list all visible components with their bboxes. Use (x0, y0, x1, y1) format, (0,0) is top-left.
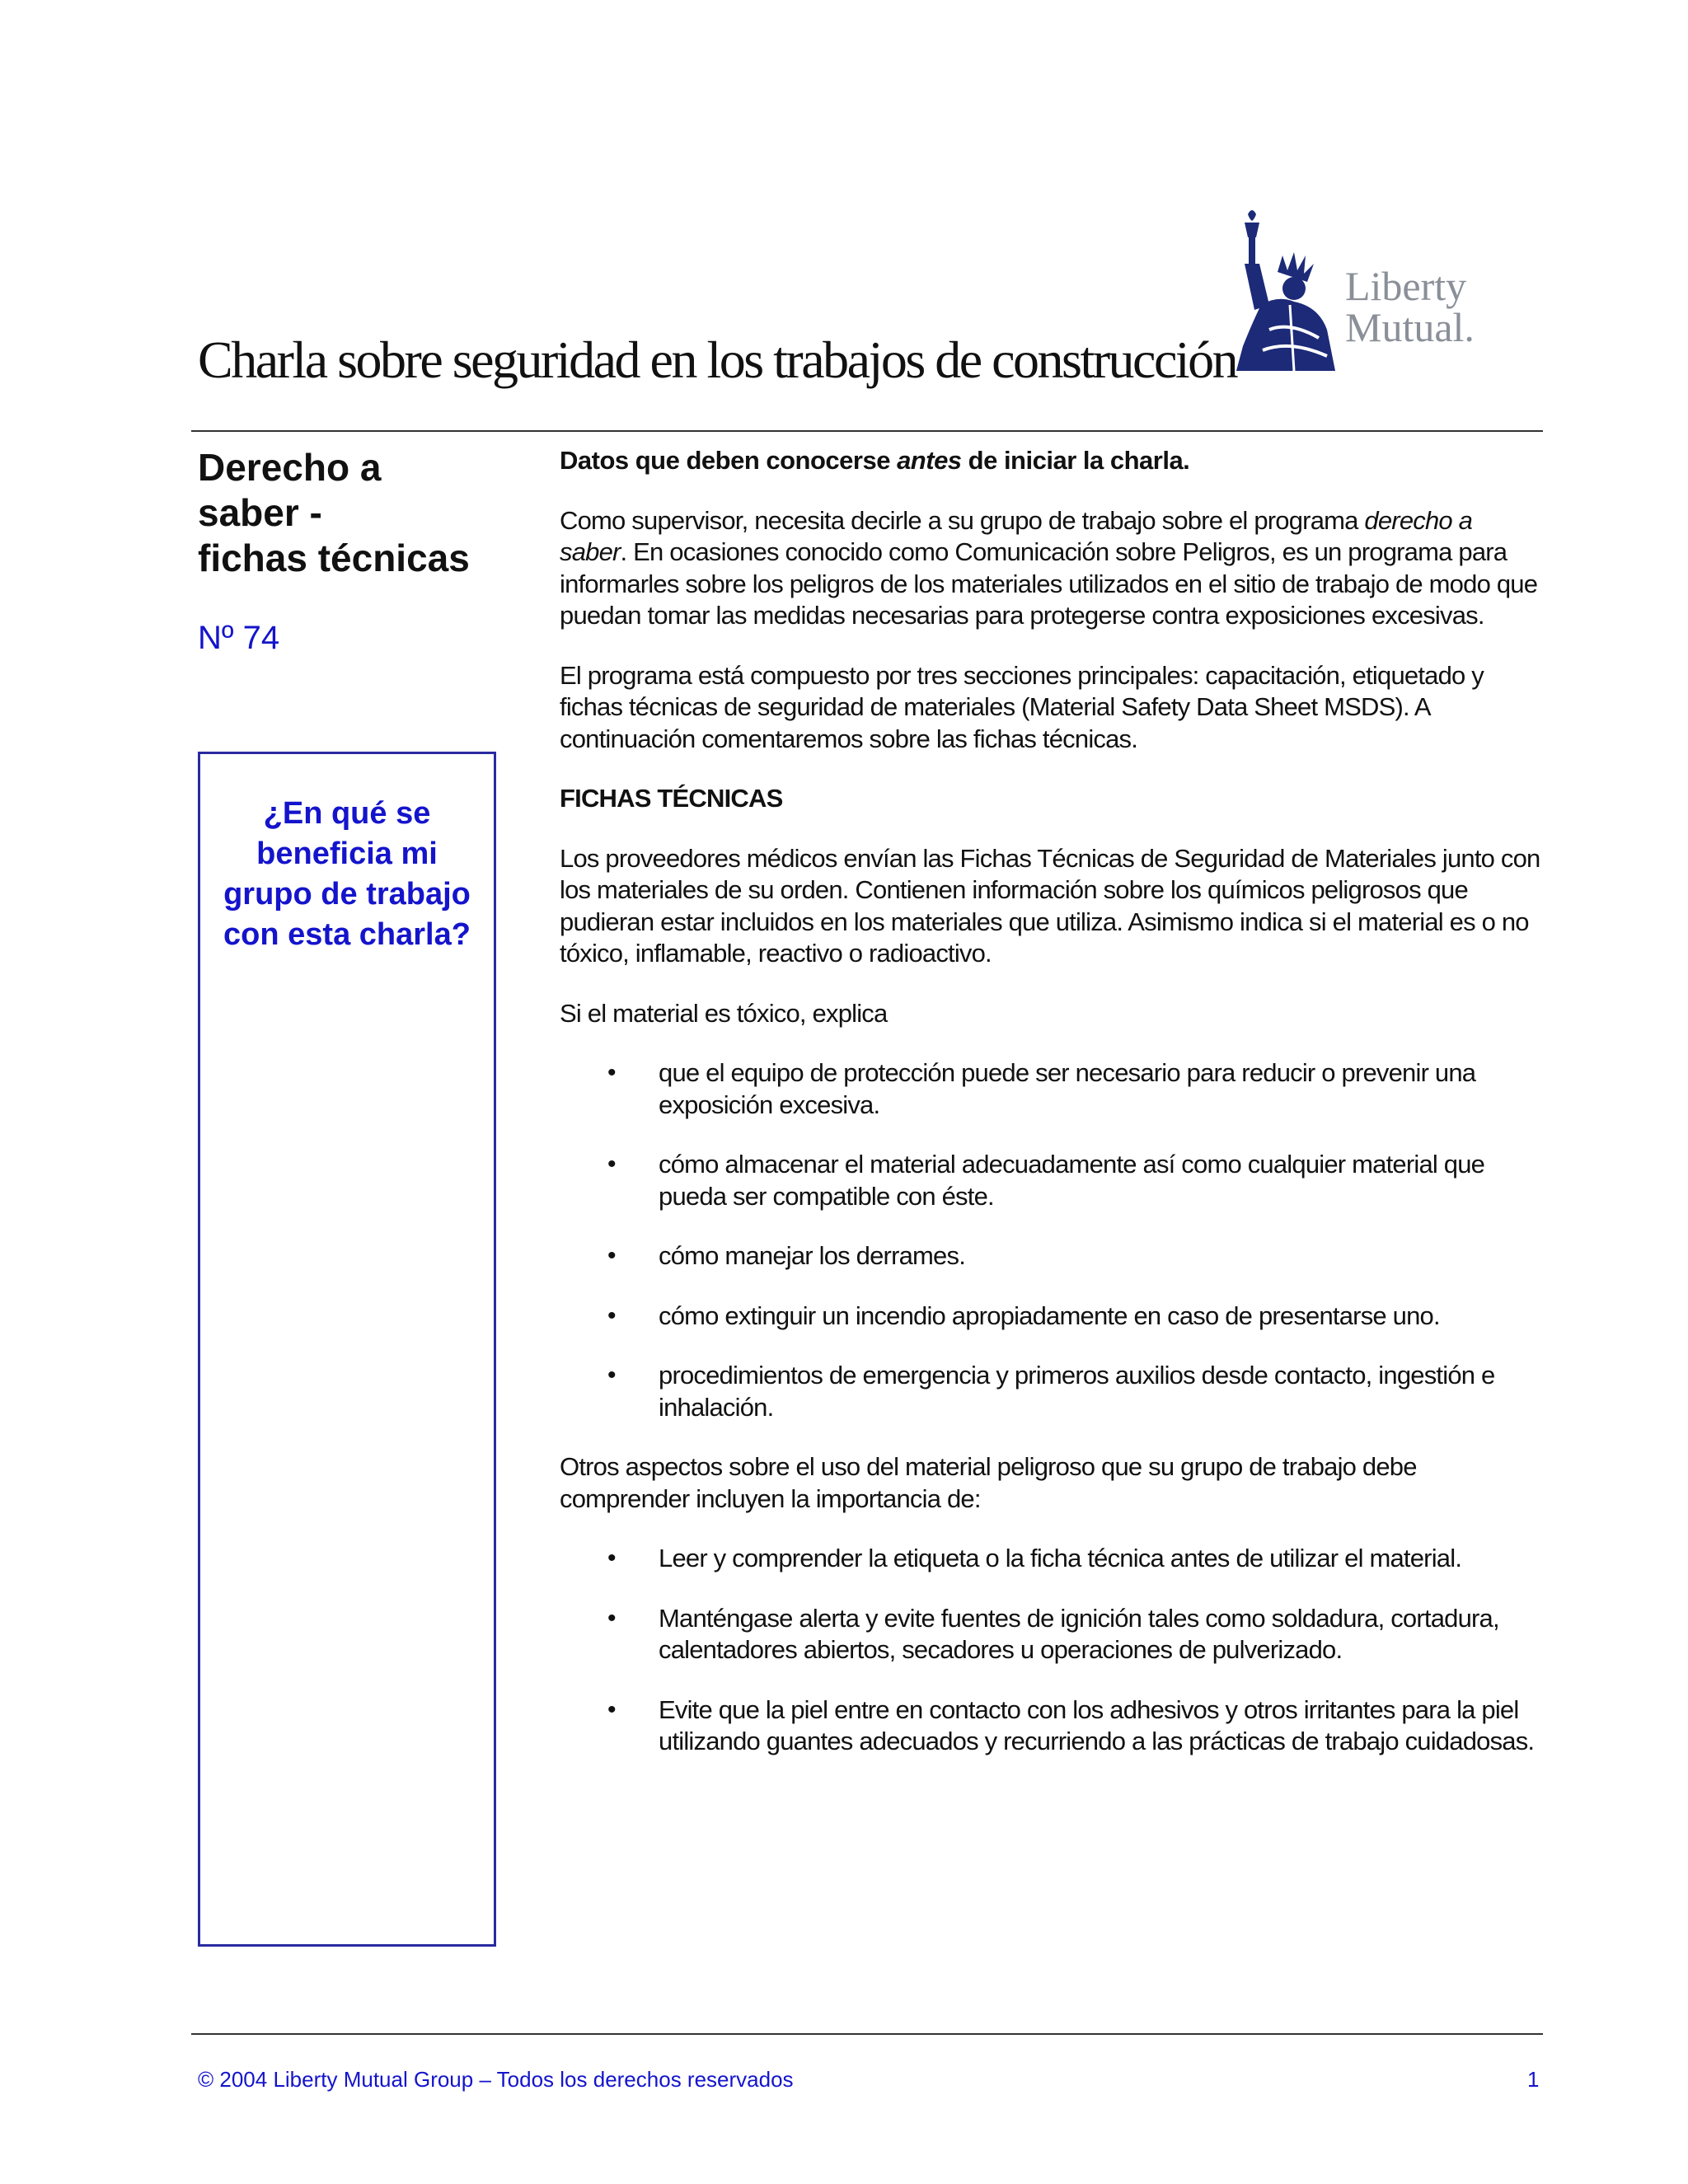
toxic-intro-paragraph: Si el material es tóxico, explica (560, 998, 888, 1028)
talk-title-line: Derecho a (198, 446, 382, 489)
footer-divider (191, 2033, 1543, 2035)
bullet-item (560, 1360, 1540, 1423)
program-paragraph: El programa está compuesto por tres secciones principales: capacitación, etiquetado y fichas técnicas de seguridad de materiales (Material Safety Data Sheet MSDS). A continuación comentaremos sobre las fichas técnicas. (560, 660, 1484, 753)
lead-text: Datos que deben conocerse (560, 446, 898, 475)
bullet-text: cómo manejar los derrames. (659, 1241, 966, 1270)
intro-emphasis: derecho a saber (560, 505, 1473, 566)
talk-content (560, 445, 1540, 1786)
benefit-question-line: beneficia mi (256, 837, 438, 871)
bullet-item (560, 1694, 1540, 1758)
bullet-icon: • (607, 1301, 616, 1329)
copyright: © 2004 Liberty Mutual Group – Todos los derechos reservados (198, 2067, 794, 2092)
bullet-text: Leer y comprender la etiqueta o la ficha técnica antes de utilizar el material. (659, 1544, 1462, 1572)
benefit-question (209, 794, 485, 955)
other-aspects-paragraph: Otros aspectos sobre el uso del material peligroso que su grupo de trabajo debe comprender incluyen la importancia de: (560, 1452, 1417, 1513)
lead-text-end: de iniciar la charla. (961, 446, 1190, 475)
talk-title (198, 445, 503, 581)
bullet-text: cómo extinguir un incendio apropiadamente en caso de presentarse uno. (659, 1301, 1440, 1330)
benefit-question-line: ¿En qué se (263, 796, 431, 831)
section-heading: FICHAS TÉCNICAS (560, 784, 783, 813)
bullet-icon: • (607, 1361, 616, 1389)
bullet-text: Manténgase alerta y evite fuentes de ignición tales como soldadura, cortadura, calentadores abiertos, secadores u operaciones de pulverizado. (659, 1603, 1499, 1664)
logo-text-mutual: Mutual. (1345, 304, 1475, 350)
bullet-item (560, 1149, 1540, 1212)
bullet-text: cómo almacenar el material adecuadamente así como cualquier material que pueda ser compatible con éste. (659, 1150, 1485, 1211)
lead-paragraph (560, 445, 1540, 477)
benefit-question-line: con esta charla? (223, 917, 471, 952)
toxic-bullet-list (560, 1057, 1540, 1423)
bullet-item (560, 1240, 1540, 1272)
lead-emphasis: antes (897, 446, 962, 475)
benefit-box (198, 752, 496, 1947)
talk-title-line: fichas técnicas (198, 537, 470, 579)
bullet-icon: • (607, 1059, 616, 1086)
bullet-item (560, 1057, 1540, 1121)
bullet-text: procedimientos de emergencia y primeros auxilios desde contacto, ingestión e inhalación. (659, 1361, 1495, 1422)
bullet-text: que el equipo de protección puede ser necesario para reducir o prevenir una exposición excesiva. (659, 1058, 1476, 1119)
logo-text-liberty: Liberty (1345, 263, 1467, 309)
bullet-item (560, 1301, 1540, 1333)
liberty-mutual-logo (1212, 206, 1525, 371)
importance-bullet-list (560, 1543, 1540, 1758)
benefit-question-line: grupo de trabajo (223, 877, 471, 912)
intro-text: Como supervisor, necesita decirle a su grupo de trabajo sobre el programa (560, 505, 1365, 535)
bullet-icon: • (607, 1695, 616, 1723)
talk-title-line: saber - (198, 491, 322, 534)
bullet-icon: • (607, 1151, 616, 1178)
page-number: 1 (1527, 2067, 1540, 2092)
msds-paragraph: Los proveedores médicos envían las Fichas Técnicas de Seguridad de Materiales junto con los materiales de su orden. Contienen información sobre los químicos peligrosos que pudieran estar incluidos en los materiales que utiliza. Asimismo indica si el material es o no tóxico, inflamable, reactivo o radioactivo. (560, 843, 1540, 968)
bullet-item (560, 1543, 1540, 1575)
header-divider (191, 430, 1543, 432)
bullet-icon: • (607, 1604, 616, 1632)
talk-number: Nº 74 (198, 620, 280, 656)
bullet-item (560, 1603, 1540, 1666)
intro-paragraph (560, 505, 1540, 632)
intro-text-end: . En ocasiones conocido como Comunicación sobre Peligros, es un programa para informarles sobre los peligros de los materiales utilizados en el sitio de trabajo de modo que puedan tomar las medidas necesarias para protegerse contra exposiciones excesivas. (560, 537, 1538, 630)
bullet-icon: • (607, 1544, 616, 1572)
bullet-icon: • (607, 1242, 616, 1269)
page-title: Charla sobre seguridad en los trabajos de construcción (198, 330, 1237, 389)
bullet-text: Evite que la piel entre en contacto con los adhesivos y otros irritantes para la piel utilizando guantes adecuados y recurriendo a las prácticas de trabajo cuidadosas. (659, 1694, 1535, 1755)
